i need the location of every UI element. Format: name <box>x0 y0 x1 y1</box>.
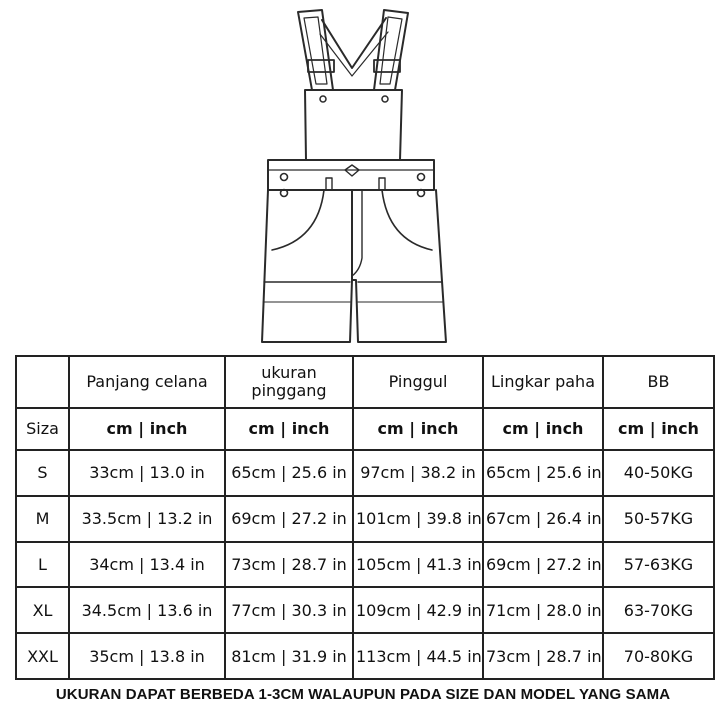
pinggul-cell: 105cm | 41.3 in <box>353 542 483 588</box>
bb-cell: 50-57KG <box>603 496 714 542</box>
table-row <box>16 587 714 633</box>
unit-cell: cm | inch <box>603 408 714 450</box>
panjang-celana-cell: 34cm | 13.4 in <box>69 542 225 588</box>
bb-cell: 70-80KG <box>603 633 714 679</box>
header-row <box>16 356 714 408</box>
bb-cell: 57-63KG <box>603 542 714 588</box>
pinggul-cell: 113cm | 44.5 in <box>353 633 483 679</box>
unit-cell: cm | inch <box>69 408 225 450</box>
ukuran-pinggang-cell: 77cm | 30.3 in <box>225 587 353 633</box>
panjang-celana-cell: 35cm | 13.8 in <box>69 633 225 679</box>
lingkar-paha-cell: 65cm | 25.6 in <box>483 450 603 496</box>
size-disclaimer: UKURAN DAPAT BERBEDA 1-3CM WALAUPUN PADA SIZE DAN MODEL YANG SAMA <box>55 686 671 703</box>
ukuran-pinggang-cell: 81cm | 31.9 in <box>225 633 353 679</box>
header-lingkar-paha: Lingkar paha <box>483 356 603 408</box>
bb-cell: 63-70KG <box>603 587 714 633</box>
ukuran-pinggang-cell: 69cm | 27.2 in <box>225 496 353 542</box>
size-cell: L <box>16 542 69 588</box>
lingkar-paha-cell: 71cm | 28.0 in <box>483 587 603 633</box>
table-row <box>16 542 714 588</box>
unit-cell: cm | inch <box>225 408 353 450</box>
size-cell: XXL <box>16 633 69 679</box>
size-chart-table <box>15 355 715 680</box>
size-cell: M <box>16 496 69 542</box>
ukuran-pinggang-cell: 65cm | 25.6 in <box>225 450 353 496</box>
panjang-celana-cell: 34.5cm | 13.6 in <box>69 587 225 633</box>
header-bb: BB <box>603 356 714 408</box>
lingkar-paha-cell: 69cm | 27.2 in <box>483 542 603 588</box>
pinggul-cell: 109cm | 42.9 in <box>353 587 483 633</box>
unit-cell: cm | inch <box>483 408 603 450</box>
header-cell-empty <box>16 356 69 408</box>
table-row <box>16 450 714 496</box>
overalls-shorts-illustration <box>0 0 726 352</box>
header-panjang-celana: Panjang celana <box>69 356 225 408</box>
size-label: Siza <box>16 408 69 450</box>
header-pinggul: Pinggul <box>353 356 483 408</box>
lingkar-paha-cell: 67cm | 26.4 in <box>483 496 603 542</box>
ukuran-pinggang-cell: 73cm | 28.7 in <box>225 542 353 588</box>
size-cell: S <box>16 450 69 496</box>
table-row <box>16 633 714 679</box>
units-row <box>16 408 714 450</box>
panjang-celana-cell: 33.5cm | 13.2 in <box>69 496 225 542</box>
unit-cell: cm | inch <box>353 408 483 450</box>
pinggul-cell: 97cm | 38.2 in <box>353 450 483 496</box>
panjang-celana-cell: 33cm | 13.0 in <box>69 450 225 496</box>
table-row <box>16 496 714 542</box>
size-cell: XL <box>16 587 69 633</box>
bb-cell: 40-50KG <box>603 450 714 496</box>
pinggul-cell: 101cm | 39.8 in <box>353 496 483 542</box>
lingkar-paha-cell: 73cm | 28.7 in <box>483 633 603 679</box>
header-ukuran-pinggang: ukuran pinggang <box>225 356 353 408</box>
